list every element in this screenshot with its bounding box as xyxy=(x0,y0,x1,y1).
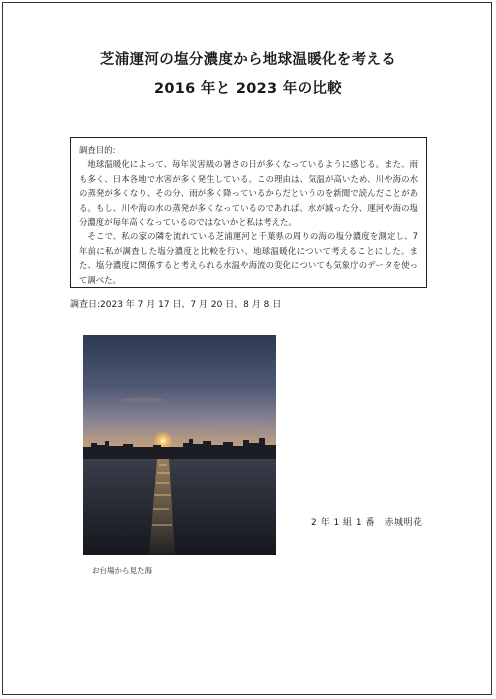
purpose-paragraph-1: 地球温暖化によって、毎年災害級の暑さの日が多くなっているように感じる。また、雨も多く、日本各地で水害が多く発生している。この理由は、気温が高いため、川や海の水の蒸発が多くなり、その分、雨が多く降っているからだというのを新聞で読んだことがある。もし、川や海の水の蒸発が多くなっているのであれば、水が減った分、運河や海の塩分濃度が毎年高くなっているのではないかと私は考えた。 xyxy=(79,159,418,228)
purpose-box xyxy=(70,137,427,288)
sunset-over-sea-photo xyxy=(83,335,276,555)
document-title: 芝浦運河の塩分濃度から地球温暖化を考える xyxy=(100,52,396,68)
survey-date: 調査日:2023 年 7 月 17 日、7 月 20 日、8 月 8 日 xyxy=(70,300,282,310)
document-subtitle: 2016 年と 2023 年の比較 xyxy=(154,81,342,97)
photo-caption: お台場から見た海 xyxy=(92,566,152,575)
author-name: 2 年 1 組 1 番 赤城明花 xyxy=(311,518,423,528)
purpose-paragraph-2: そこで、私の家の隣を流れている芝浦運河と千葉県の周りの海の塩分濃度を測定し、7 年前に私が調査した塩分濃度と比較を行い、地球温暖化について考えることにした。また、塩分濃度に関係すると考えられる水温や海流の変化についても気象庁のデータを使って調べた。 xyxy=(79,231,418,285)
purpose-heading: 調査目的: xyxy=(79,145,116,155)
